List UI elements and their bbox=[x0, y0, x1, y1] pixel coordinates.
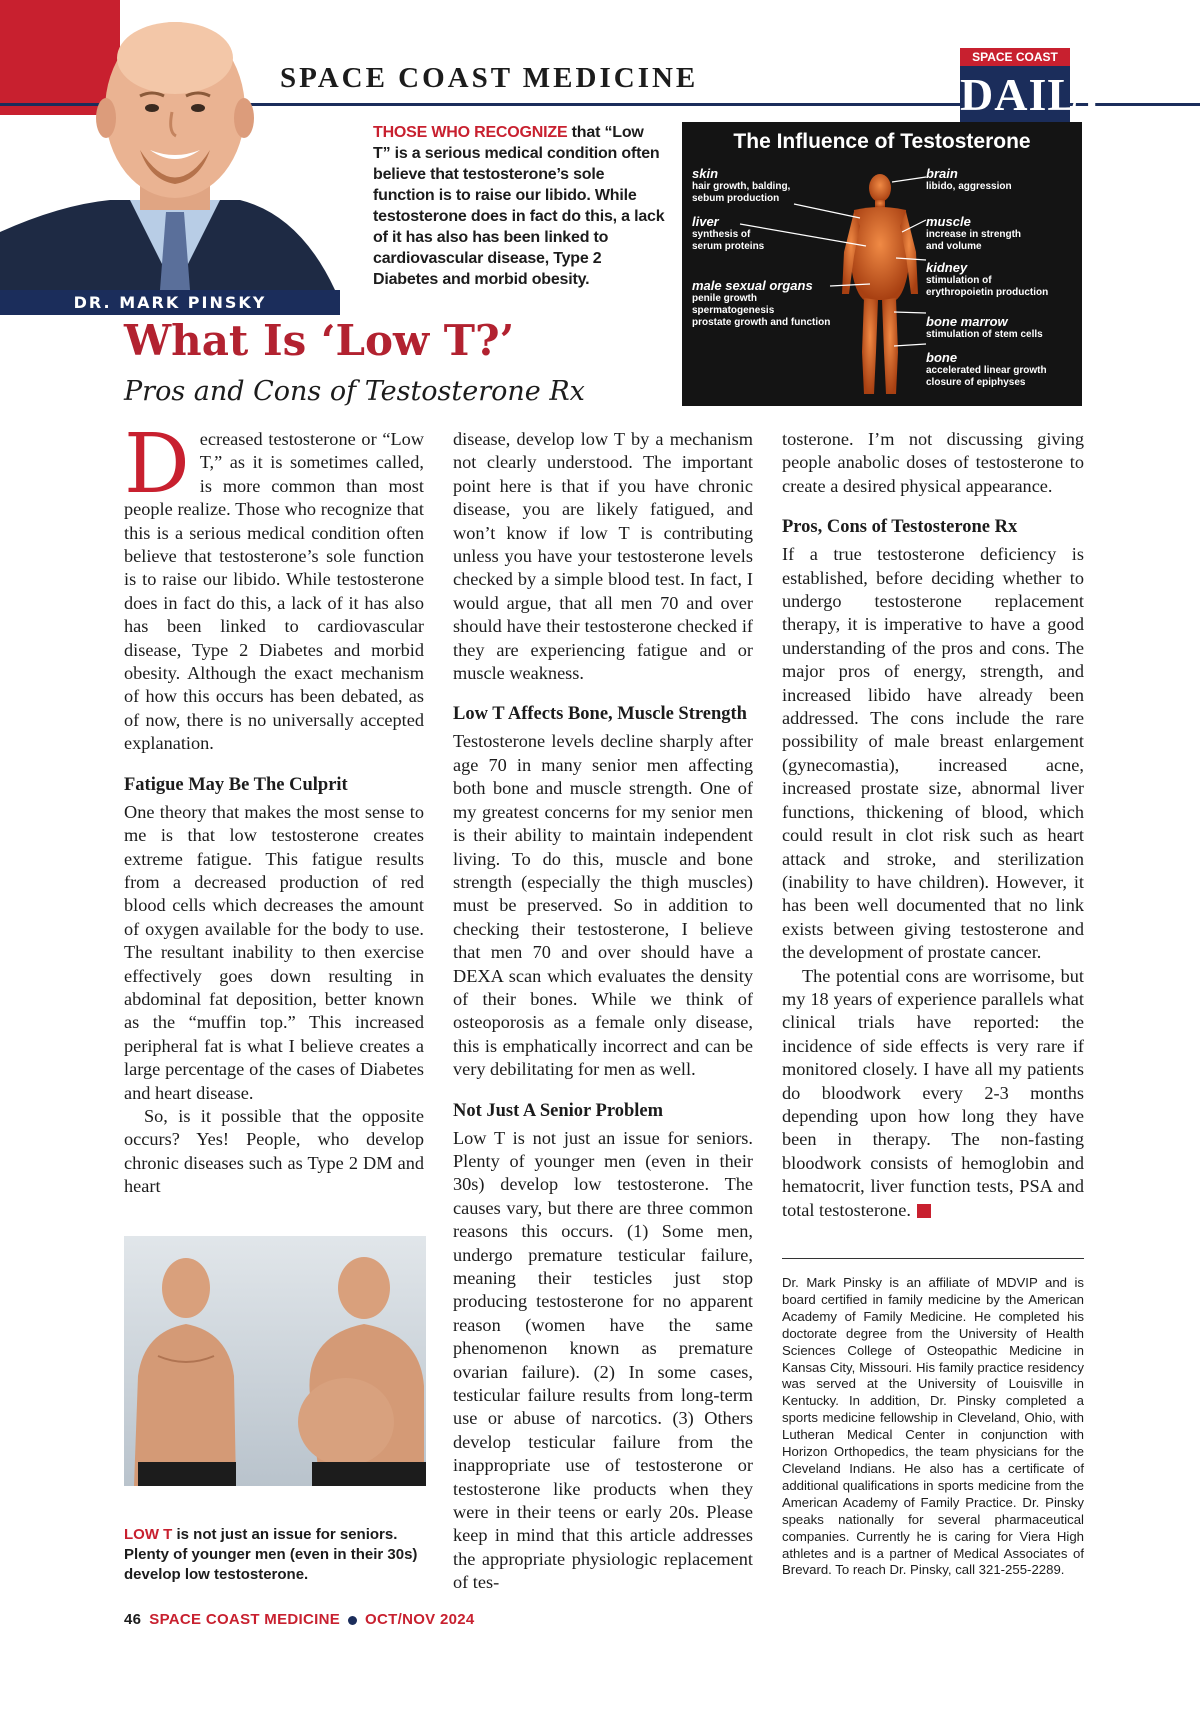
article-subtitle: Pros and Cons of Testosterone Rx bbox=[124, 376, 585, 407]
article-title: What Is ‘Low T?’ bbox=[124, 316, 515, 365]
pros-cons-paragraph: If a true testosterone deficiency is established, before deciding whether to undergo testosterone replacement therapy, it is imperative to have a good understanding of the pros and cons. The major pros of energy, strength, and increased libido have already been addressed. The cons include the rare possibility of male breast enlargement (gynecomastia), increased acne, increased prostate size, abnormal liver functions, thickening of blood, which could result in clot risk such as heart attack and stroke, and sterilization (inability to have children). However, it has been well documented that no link exists between giving testosterone and the development of prostate cancer. bbox=[782, 544, 1084, 963]
infographic-title: The Influence of Testosterone bbox=[733, 130, 1031, 153]
drop-cap: D bbox=[124, 417, 190, 512]
article-column-3 bbox=[782, 428, 1084, 1222]
article-column-2 bbox=[453, 428, 753, 1595]
pull-quote-lead: THOSE WHO RECOGNIZE bbox=[373, 124, 568, 141]
intro-paragraph: Decreased testosterone or “Low T,” as it is sometimes called, is more common than most people realize. Those who recognize that this is a serious medical condition often believe that testosterone’s sole function is to raise our libido. While testosterone does in fact do this, a lack of it has also has been linked to cardiovascular disease, Type 2 Diabetes and morbid obesity. Although the exact mechanism of how this occurs has been debated, as of now, there is no universally accepted explanation. bbox=[124, 417, 424, 754]
infographic-muscle: muscle increase in strength and volume bbox=[926, 214, 1022, 252]
senior-paragraph: Low T is not just an issue for seniors. Plenty of younger men (even in their 30s) develop low testosterone. The causes vary, but there are three common reasons this occurs. (1) Some men, undergo premature testicular failure, meaning their testicles just stop producing testosterone for no apparent reason (women have the same phenomenon known as premature ovarian failure). (2) In some cases, testicular failure results from long-term use or abuse of narcotics. (3) Others develop testicular failure from the inappropriate use of testosterone or testosterone like products when they were in their teens or early 20s. Please keep in mind that this article addresses the appropriate physiologic replacement of tes- bbox=[453, 1127, 753, 1593]
infographic-skin: skin hair growth, balding, sebum production bbox=[692, 166, 791, 204]
section-title: SPACE COAST MEDICINE bbox=[280, 62, 699, 94]
bone-paragraph: Testosterone levels decline sharply after age 70 in many senior men affecting both bone and muscle strength. One of my greatest concerns for my senior men is their ability to maintain independent living. To do this, muscle and bone strength (especially the thigh muscles) must be preserved. So in addition to checking their testosterone, I believe that men 70 and over should have a DEXA scan which evaluates the density of their bones. While we think of osteoporosis as a female only disease, this is emphatically incorrect and can be very debilitating for men as well. bbox=[453, 731, 753, 1080]
fatigue-paragraph: One theory that makes the most sense to me is that low testosterone creates extreme fatigue. This fatigue results from a decreased production of red blood cells which decreases the amount of oxygen available for the body to use. The resultant inability to then exercise effectively goes down resulting in abdominal fat deposition, better known as the “muffin top.” This increased peripheral fat is what I believe creates a large percentage of the cases of Diabetes and heart disease. bbox=[124, 801, 424, 1103]
logo-top-text: SPACE COAST bbox=[960, 48, 1070, 66]
author-name-bar: DR. MARK PINSKY bbox=[0, 290, 340, 315]
subhead-senior: Not Just A Senior Problem bbox=[453, 1100, 664, 1121]
author-bio: Dr. Mark Pinsky is an affiliate of MDVIP and is board certified in family medicine by the American Academy of Family Medicine. He completed his doctorate degree from the University of Health Sciences College of Osteopathic Medicine in Kansas City, Missouri. His family practice residency was served at the University of Louisville in Kentucky. In addition, Dr. Pinsky completed a sports medicine fellowship in Cleveland, Ohio, with Lutheran Medical Center in conjunction with Horizon Orthopedics, the team physicians for the Cleveland Indians. He also has a certificate of additional qualifications in sports medicine from the American Academy of Family Practice. Dr. Pinsky speaks nationally for several pharmaceutical companies. Currently he is caring for Viera High athletes and is a partner of Medical Associates of Brevard. To reach Dr. Pinsky, call 321-255-2289. bbox=[782, 1275, 1084, 1578]
photo-caption bbox=[124, 1525, 424, 1585]
footer-issue: OCT/NOV 2024 bbox=[365, 1611, 475, 1628]
end-mark-icon bbox=[917, 1204, 931, 1218]
col3-continuation: tosterone. I’m not discussing giving people anabolic doses of testosterone to create a desired physical appearance. bbox=[782, 429, 1084, 496]
photo-caption-lead: LOW T bbox=[124, 1526, 173, 1543]
space-coast-daily-logo[interactable] bbox=[960, 48, 1110, 124]
infographic-kidney: kidney stimulation of erythropoietin production bbox=[926, 260, 1049, 298]
infographic-male-sexual-organs: male sexual organs penile growth spermatogenesis prostate growth and function bbox=[692, 278, 831, 328]
infographic-liver: liver synthesis of serum proteins bbox=[692, 214, 765, 252]
subhead-fatigue: Fatigue May Be The Culprit bbox=[124, 774, 348, 795]
article-column-1 bbox=[124, 417, 424, 1199]
infographic-brain: brain libido, aggression bbox=[926, 166, 1012, 192]
page-footer bbox=[124, 1611, 475, 1628]
opposite-paragraph: So, is it possible that the opposite occurs? Yes! People, who develop chronic diseases such as Type 2 DM and heart bbox=[124, 1105, 424, 1197]
footer-publication: SPACE COAST MEDICINE bbox=[149, 1611, 341, 1628]
author-photo bbox=[0, 0, 340, 290]
final-paragraph: The potential cons are worrisome, but my 18 years of experience parallels what clinical trials have reported: the incidence of side effects is very rare if monitored closely. I have all my patients do bloodwork every 2-3 months depending upon how long they have been in therapy. The non-fasting bloodwork consists of hemoglobin and hematocrit, liver function tests, PSA and total testosterone. bbox=[782, 965, 1084, 1220]
photo-caption-text: is not just an issue for seniors. Plenty of younger men (even in their 30s) develop low testosterone. bbox=[124, 1526, 418, 1583]
subhead-bone-muscle: Low T Affects Bone, Muscle Strength bbox=[453, 704, 747, 725]
bio-divider bbox=[782, 1258, 1084, 1259]
pull-quote-text: that “Low T” is a serious medical condition often believe that testosterone’s sole function is to raise our libido. While testosterone does in fact do this, a lack of it has also has been linked to cardiovascular disease, Type 2 Diabetes and morbid obesity. bbox=[373, 124, 665, 288]
pull-quote bbox=[373, 122, 665, 290]
col2-continuation: disease, develop low T by a mechanism not clearly understood. The important point here is that if you have chronic disease, you are likely fatigued, and won’t know if low T is contributing unless you have your testosterone levels checked by a simple blood test. In fact, I would argue, that all men 70 and over should have their testosterone checked if they are experiencing fatigue and or muscle weakness. bbox=[453, 429, 753, 684]
before-after-men-photo bbox=[124, 1236, 426, 1486]
testosterone-infographic bbox=[682, 122, 1082, 406]
infographic-bone-marrow: bone marrow stimulation of stem cells bbox=[926, 314, 1043, 340]
page-number: 46 bbox=[124, 1611, 142, 1628]
footer-bullet-icon bbox=[348, 1616, 357, 1625]
infographic-bone: bone accelerated linear growth closure of epiphyses bbox=[926, 350, 1047, 388]
subhead-pros-cons: Pros, Cons of Testosterone Rx bbox=[782, 517, 1018, 538]
logo-main-text: DAILY bbox=[960, 66, 1070, 124]
